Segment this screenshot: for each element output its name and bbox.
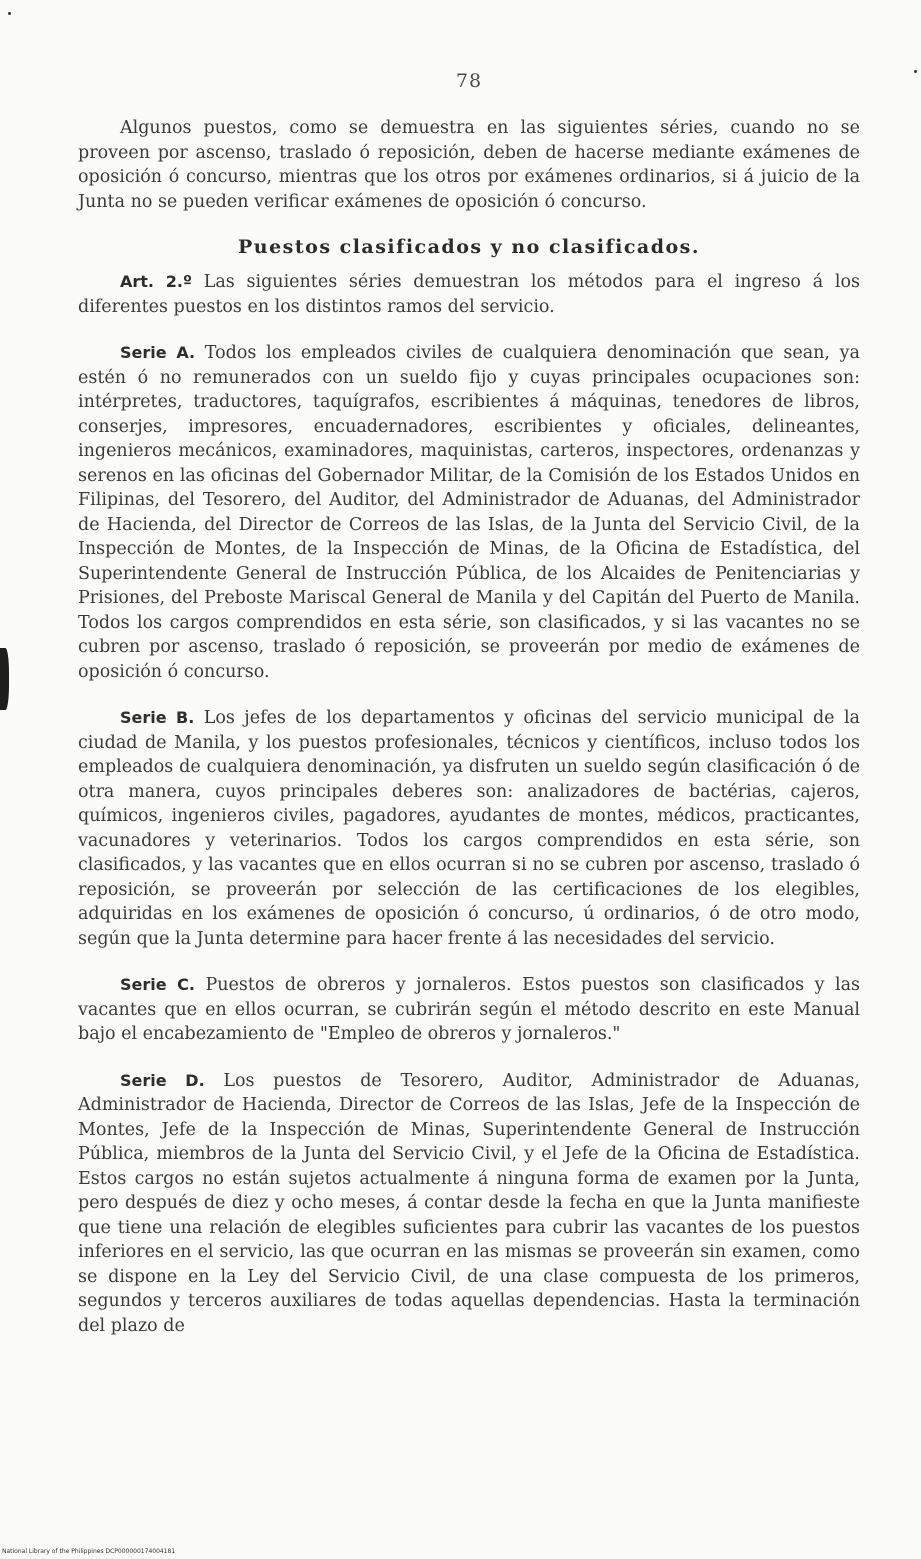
serie-a-label: Serie A. xyxy=(120,343,196,362)
serie-b-paragraph xyxy=(78,706,860,951)
archive-footer: National Library of the Philippines DCP000000174004181 xyxy=(2,1548,176,1555)
article-paragraph xyxy=(78,270,860,319)
page-speck xyxy=(914,70,917,73)
serie-c-text: Puestos de obreros y jornaleros. Estos puestos son clasificados y las vacantes que en ellos ocurran, se cubrirán según el método descrito en este Manual bajo el encabezamiento de "Empleo de obreros y jornaleros." xyxy=(78,975,860,1044)
document-page xyxy=(78,70,860,1360)
article-label: Art. 2.º xyxy=(120,272,192,291)
serie-b-text: Los jefes de los departamentos y oficinas del servicio municipal de la ciudad de Manila, y los puestos profesionales, técnicos y científicos, incluso todos los empleados de cualquiera denominación, ya disfruten un sueldo según clasificación ó de otra manera, cuyos principales deberes son: analizadores de bactérias, cajeros, químicos, ingenieros civiles, pagadores, ayudantes de montes, médicos, practicantes, vacunadores y veterinarios. Todos los cargos comprendidos en esta série, son clasificados, y las vacantes que en ellos ocurran si no se cubren por ascenso, traslado ó reposición, se proveerán por selección de las certificaciones de los elegibles, adquiridas en los exámenes de oposición ó concurso, ú ordinarios, ó de otro modo, según que la Junta determine para hacer frente á las necesidades del servicio. xyxy=(78,708,860,949)
article-text: Las siguientes séries demuestran los métodos para el ingreso á los diferentes puestos en los distintos ramos del servicio. xyxy=(78,272,860,317)
serie-a-text: Todos los empleados civiles de cualquiera denominación que sean, ya estén ó no remunerados con un sueldo fijo y cuyas principales ocupaciones son: intérpretes, traductores, taquígrafos, escribientes á máquinas, tenedores de libros, conserjes, impresores, encuadernadores, escribientes y oficiales, delineantes, ingenieros mecánicos, examinadores, maquinistas, carteros, inspectores, ordenanzas y serenos en las oficinas del Gobernador Militar, de la Comisión de los Estados Unidos en Filipinas, del Tesorero, del Auditor, del Administrador de Aduanas, del Administrador de Hacienda, del Director de Correos de las Islas, de la Junta del Servicio Civil, de la Inspección de Montes, de la Inspección de Minas, de la Oficina de Estadística, del Superintendente General de Instrucción Pública, de los Alcaides de Penitenciarias y Prisiones, del Preboste Mariscal General de Manila y del Capitán del Puerto de Manila. Todos los cargos comprendidos en esta série, son clasificados, y si las vacantes no se cubren por ascenso, traslado ó reposición, se proveerán por medio de exámenes de oposición ó concurso. xyxy=(78,343,860,682)
section-heading: Puestos clasificados y no clasificados. xyxy=(237,236,700,258)
serie-d-label: Serie D. xyxy=(120,1070,205,1090)
page-number: 78 xyxy=(455,70,483,92)
serie-b-label: Serie B. xyxy=(120,708,195,727)
page-speck xyxy=(8,12,11,15)
serie-c-label: Serie C. xyxy=(120,975,195,994)
serie-a-paragraph xyxy=(78,341,860,684)
serie-d-text: Los puestos de Tesorero, Auditor, Administrador de Aduanas, Administrador de Hacienda, Director de Correos de las Islas, Jefe de la Inspección de Montes, Jefe de la Inspección de Minas, Superintendente General de Instrucción Pública, miembros de la Junta del Servicio Civil, y el Jefe de la Oficina de Estadística. Estos cargos no están sujetos actualmente á ninguna forma de examen por la Junta, pero después de diez y ocho meses, á contar desde la fecha en que la Junta manifieste que tiene una relación de elegibles suficientes para cubrir las vacantes de los puestos inferiores en el servicio, las que ocurran en las mismas se proveerán sin examen, como se dispone en la Ley del Servicio Civil, de una clase compuesta de los primeros, segundos y terceros auxiliares de todas aquellas dependencias. Hasta la terminación del plazo de xyxy=(78,1070,860,1336)
binding-mark xyxy=(0,648,9,710)
serie-d-paragraph xyxy=(78,1069,860,1339)
intro-paragraph: Algunos puestos, como se demuestra en las siguientes séries, cuando no se proveen por ascenso, traslado ó reposición, deben de hacerse mediante exámenes de oposición ó concurso, mientras que los otros por exámenes ordinarios, si á juicio de la Junta no se pueden verificar exámenes de oposición ó concurso. xyxy=(78,118,860,212)
serie-c-paragraph xyxy=(78,973,860,1047)
